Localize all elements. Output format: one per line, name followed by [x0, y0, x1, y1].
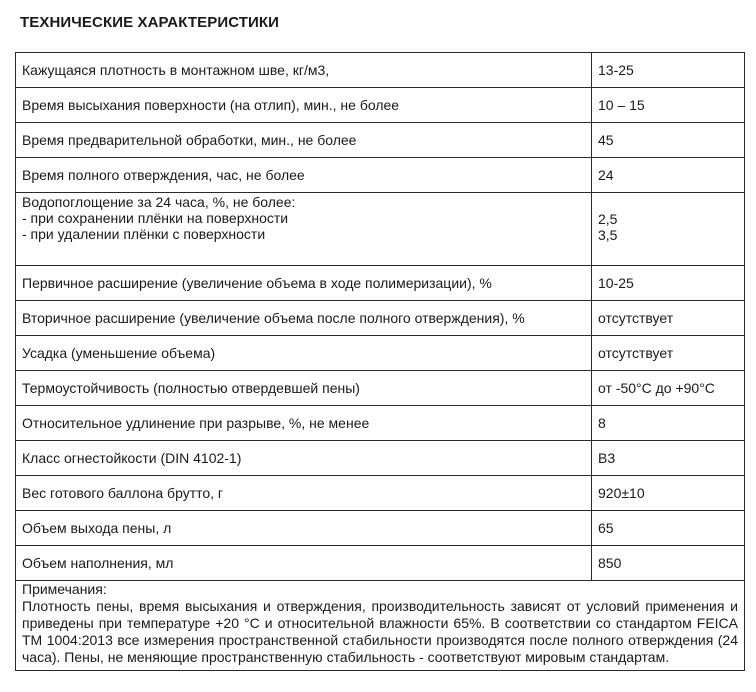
notes-cell [16, 581, 745, 671]
value-cell: от -50°С до +90°С [592, 371, 745, 406]
param-cell: Кажущаяся плотность в монтажном шве, кг/м3, [16, 53, 592, 88]
param-cell: Вес готового баллона брутто, г [16, 476, 592, 511]
table-row [16, 406, 745, 441]
param-cell: Относительное удлинение при разрыве, %, не менее [16, 406, 592, 441]
spec-table [15, 52, 745, 671]
param-cell: Класс огнестойкости (DIN 4102-1) [16, 441, 592, 476]
param-cell: Время высыхания поверхности (на отлип), мин., не более [16, 88, 592, 123]
table-row [16, 53, 745, 88]
table-row [16, 158, 745, 193]
water-value-2: 3,5 [598, 227, 618, 243]
param-cell: Вторичное расширение (увеличение объема после полного отверждения), % [16, 301, 592, 336]
param-cell: Усадка (уменьшение объема) [16, 336, 592, 371]
value-cell: 24 [592, 158, 745, 193]
param-cell: Термоустойчивость (полностью отвердевшей пены) [16, 371, 592, 406]
table-row [16, 371, 745, 406]
value-cell: 65 [592, 511, 745, 546]
table-row [16, 546, 745, 581]
param-cell: Время предварительной обработки, мин., не более [16, 123, 592, 158]
table-row [16, 88, 745, 123]
value-cell: 13-25 [592, 53, 745, 88]
value-cell: отсутствует [592, 301, 745, 336]
water-title: Водопоглощение за 24 часа, %, не более: [22, 194, 296, 210]
page-title: ТЕХНИЧЕСКИЕ ХАРАКТЕРИСТИКИ [20, 14, 280, 31]
water-line-1: - при сохранении плёнки на поверхности [22, 210, 289, 226]
table-row [16, 301, 745, 336]
table-row [16, 476, 745, 511]
notes-row [16, 581, 745, 671]
table-row [16, 511, 745, 546]
value-cell: 8 [592, 406, 745, 441]
water-line-2: - при удалении плёнки с поверхности [22, 226, 266, 242]
value-cell [592, 193, 745, 266]
notes-heading: Примечания: [22, 581, 107, 597]
water-value-1: 2,5 [598, 211, 618, 227]
value-cell: 45 [592, 123, 745, 158]
param-cell [16, 193, 592, 266]
value-cell: 920±10 [592, 476, 745, 511]
value-cell: 10-25 [592, 266, 745, 301]
value-cell: 850 [592, 546, 745, 581]
table-row [16, 266, 745, 301]
value-cell: 10 – 15 [592, 88, 745, 123]
table-row [16, 441, 745, 476]
notes-text: Плотность пены, время высыхания и отверждения, производительность зависят от условий применения и приведены при температуре +20 °С и относительной влажности 65%. В соответствии со стандартом FEICA TM 1004:2013 все измерения пространственной стабильности производятся после полного отверждения (24 часа). Пены, не меняющие пространственную стабильность - соответствуют мировым стандартам. [22, 598, 738, 665]
table-row [16, 123, 745, 158]
param-cell: Первичное расширение (увеличение объема в ходе полимеризации), % [16, 266, 592, 301]
table-row-water-absorption [16, 193, 745, 266]
value-cell: отсутствует [592, 336, 745, 371]
value-cell: B3 [592, 441, 745, 476]
param-cell: Объем наполнения, мл [16, 546, 592, 581]
param-cell: Время полного отверждения, час, не более [16, 158, 592, 193]
param-cell: Объем выхода пены, л [16, 511, 592, 546]
table-row [16, 336, 745, 371]
